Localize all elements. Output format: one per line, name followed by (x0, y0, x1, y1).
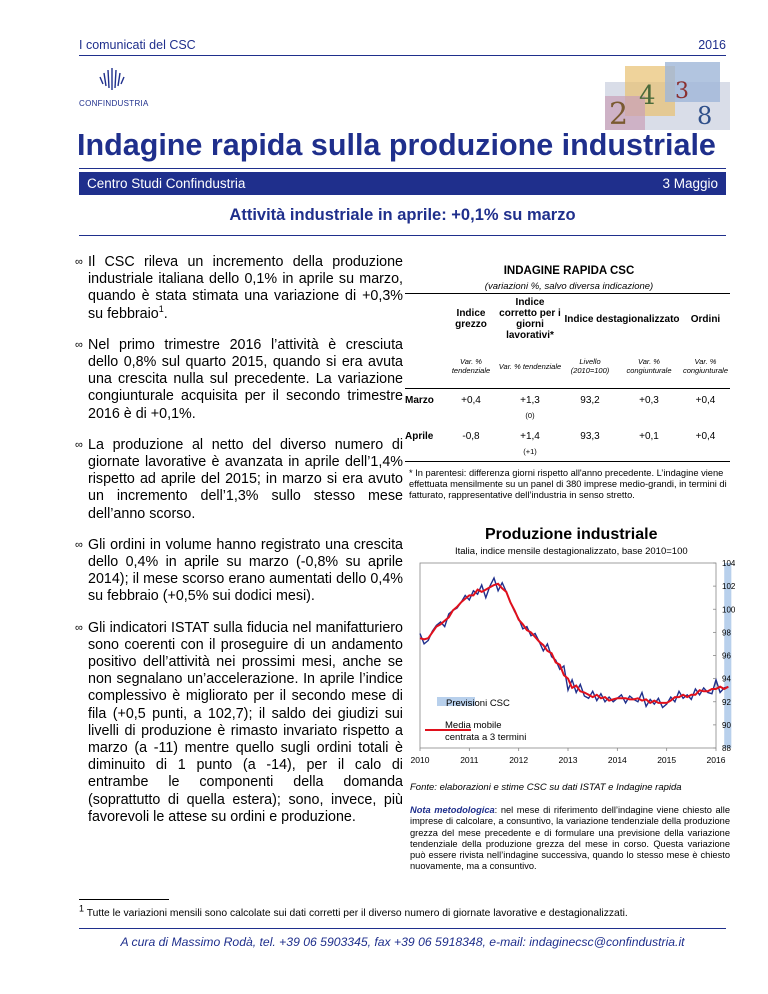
x-tick-label: 2015 (657, 755, 677, 765)
contact-footer: A cura di Massimo Rodà, tel. +39 06 5903345, fax +39 06 5918348, e-mail: indaginecsc@confindustria.it (120, 935, 685, 949)
data-table (405, 293, 730, 462)
table-cell: +0,3 (639, 394, 659, 406)
table-note-row (405, 447, 730, 461)
footer-rule (79, 928, 726, 929)
x-tick-label: 2011 (460, 755, 479, 765)
col-subheader: Var. % congiunturale (682, 357, 729, 375)
subtitle-rule (79, 235, 726, 236)
decorative-numbers-image (605, 62, 730, 130)
title-band (79, 172, 726, 195)
y-tick-label: 104 (722, 559, 735, 568)
table-cell: +1,3 (520, 394, 540, 406)
y-tick-label: 98 (722, 628, 731, 638)
bullet-icon: ∞ (75, 338, 83, 351)
y-tick-label: 94 (722, 674, 731, 684)
confindustria-logo (79, 66, 149, 108)
paragraph-tail: . (163, 305, 168, 322)
footnote-mark: 1 (79, 903, 85, 914)
table-cell: +0,4 (695, 394, 716, 406)
table-cell: +0,4 (695, 430, 716, 442)
methodology-note (410, 805, 730, 873)
days-diff: (+1) (523, 447, 537, 456)
col-subheader: Var. % tendenziale (498, 361, 562, 371)
footnote-ref: 1 (158, 303, 164, 314)
table-note: * In parentesi: differenza giorni rispetto all'anno precedente. L’indagine viene effettuata mensilmente su un panel di 380 imprese medio-grandi, in termini di fatturato, rappresentative dell’industria in senso stretto. (409, 468, 727, 500)
svg-text:8: 8 (697, 102, 713, 130)
table-cell: +1,4 (520, 430, 540, 442)
table-cell: 93,2 (580, 394, 600, 406)
paragraph-4 (75, 537, 403, 606)
paragraph-text: Gli indicatori ISTAT sulla fiducia nel manifatturiero sono coerenti con il proseguire di un andamento positivo dell’attività nei prossimi mesi, anche se non segnalano un’accelerazione. In aprile l’indice complessivo è migliorato per il secondo mese di fila (+0,5 punti, a 102,7); il saldo dei giudizi sui livelli di produzione è rimasto invariato rispetto a marzo (a -11) mentre quello sugli ordini totali è diminuito di 1 punto (a -14), per il calo di entrambe le componenti della domanda (soprattutto di quella estera); sono, invece, più favorevoli le attese su ordini e produzione. (88, 619, 403, 825)
table-subheader-row (405, 344, 730, 388)
page-subtitle: Attività industriale in aprile: +0,1% su marzo (229, 206, 576, 224)
footnote (79, 903, 628, 919)
svg-text:2: 2 (609, 97, 629, 130)
paragraph-text: Il CSC rileva un incremento della produzione industriale italiana dello 0,1% in aprile su marzo, quando è stata stimata una variazione di +0,3% su febbraio (88, 254, 403, 322)
paragraph-3 (75, 437, 403, 523)
footnote-rule (79, 899, 169, 900)
table-cell: -0,8 (462, 430, 480, 442)
table-header-row (405, 294, 730, 344)
chart-title: Produzione industriale (485, 526, 658, 543)
header-year: 2016 (698, 38, 726, 52)
paragraph-1 (75, 254, 403, 323)
y-tick-label: 100 (722, 605, 735, 615)
legend-label: Media mobile (445, 720, 502, 731)
note-text: : nel mese di riferimento dell’indagine viene chiesto alle imprese di calcolare, a consuntivo, la variazione tendenziale della produzione grezza del mese precedente e di formulare una previsione della variazione tendenziale della produzione grezza del mese in corso. Questa variazione può essere rivista nell’indagine successiva, quando lo stesso mese è chiesto nuovamente, ma a consuntivo. (410, 805, 730, 872)
chart-source: Fonte: elaborazioni e stime CSC su dati ISTAT e Indagine rapida (410, 782, 682, 793)
paragraph-5 (75, 620, 403, 826)
x-tick-label: 2012 (509, 755, 529, 765)
table-title: INDAGINE RAPIDA CSC (503, 265, 635, 277)
table-cell: 93,3 (580, 430, 600, 442)
col-header: Indice corretto per i giorni lavorativi* (499, 297, 561, 341)
col-header: Indice grezzo (455, 308, 487, 330)
col-subheader: Var. % congiunturale (626, 357, 672, 375)
bullet-icon: ∞ (75, 256, 83, 268)
bullet-icon: ∞ (75, 538, 83, 551)
logo-text: CONFINDUSTRIA (79, 99, 149, 108)
table-row (405, 425, 730, 447)
band-date: 3 Maggio (662, 176, 718, 191)
table-cell: +0,4 (461, 394, 481, 406)
svg-text:3: 3 (675, 79, 689, 104)
text-column (75, 254, 403, 840)
y-tick-label: 102 (722, 582, 735, 592)
title-rule (79, 168, 726, 169)
x-tick-label: 2014 (607, 755, 627, 765)
table-cell: +0,1 (639, 430, 659, 442)
y-tick-label: 92 (722, 697, 731, 707)
paragraph-2 (75, 337, 403, 423)
paragraph-text: Gli ordini in volume hanno registrato una crescita dello 0,4% in aprile su marzo (-0,8% su aprile 2014); il mese scorso erano aumentati dello 0,4% su febbraio (+0,5% sui dodici mesi). (88, 536, 403, 605)
col-header: Ordini (690, 313, 721, 325)
svg-text:4: 4 (639, 81, 656, 111)
header-rule (79, 55, 726, 56)
y-tick-label: 88 (722, 744, 731, 753)
chart-subtitle: Italia, indice mensile destagionalizzato, base 2010=100 (455, 546, 688, 557)
row-label: Marzo (405, 394, 434, 406)
y-tick-label: 90 (722, 720, 731, 730)
page-title: Indagine rapida sulla produzione industriale (77, 128, 716, 162)
note-label: Nota metodologica (410, 805, 495, 815)
x-tick-label: 2016 (706, 755, 726, 765)
eagle-icon (97, 66, 127, 92)
bullet-icon: ∞ (75, 438, 83, 451)
x-axis (411, 748, 726, 765)
y-tick-label: 96 (722, 651, 731, 661)
table-note-row (405, 411, 730, 425)
paragraph-text: Nel primo trimestre 2016 l’attività è cresciuta dello 0,8% sul quarto 2015, quando si era avuta una crescita nulla sul precedente. La variazione congiunturale acquisita per il secondo trimestre 2016 è di +0,1%. (88, 336, 403, 422)
col-header: Indice destagionalizzato (564, 313, 680, 325)
table-subtitle: (variazioni %, salvo diversa indicazione) (484, 281, 654, 292)
chart-lines (420, 578, 728, 708)
row-label: Aprile (405, 430, 434, 442)
footnote-text: Tutte le variazioni mensili sono calcolate sui dati corretti per il diverso numero di giornate lavorative e destagionalizzati. (86, 908, 628, 919)
days-diff: (0) (525, 411, 535, 420)
legend-label: Previsioni CSC (446, 698, 510, 709)
band-left: Centro Studi Confindustria (87, 176, 246, 191)
col-subheader: Var. % tendenziale (451, 357, 491, 375)
production-chart (405, 556, 735, 774)
series-label: I comunicati del CSC (79, 38, 196, 52)
paragraph-text: La produzione al netto del diverso numero di giornate lavorative è avanzata in aprile dell’1,4% rispetto ad aprile del 2015; in marzo si era avuto un incremento dell’1,3% sullo stesso mese dell’anno scorso. (88, 436, 403, 522)
bullet-icon: ∞ (75, 621, 83, 634)
table-row (405, 389, 730, 411)
legend-label: centrata a 3 termini (445, 732, 527, 743)
x-tick-label: 2010 (410, 755, 430, 765)
col-subheader: Livello (2010=100) (570, 357, 610, 375)
table-rule (405, 461, 730, 462)
x-tick-label: 2013 (558, 755, 578, 765)
